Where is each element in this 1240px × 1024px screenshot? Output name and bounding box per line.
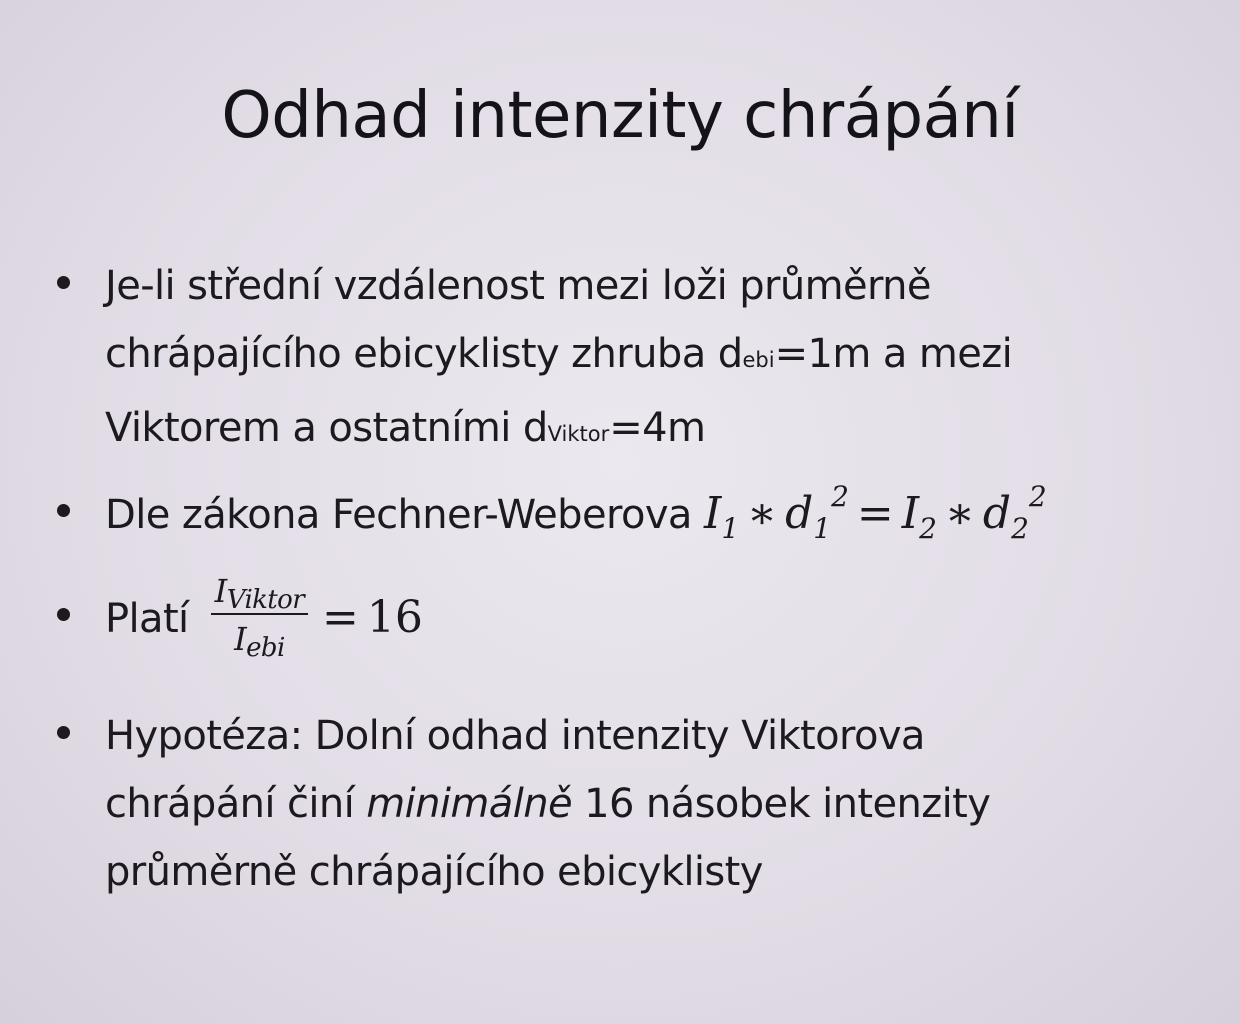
formula-var: d [982, 488, 1012, 539]
bullet-text: Dle zákona Fechner-Weberova [105, 492, 692, 538]
formula-index: 1 [721, 512, 740, 545]
formula-var: I [703, 488, 722, 539]
subscript-ebi: ebi [742, 348, 775, 372]
formula-operator: = [322, 592, 359, 643]
bullet-item-hypothesis [105, 702, 1165, 906]
bullet-item-law [105, 480, 1165, 549]
bullet-dot-icon [57, 726, 70, 739]
emphasis-text: minimálně [366, 781, 572, 827]
formula-operator: ∗ [747, 488, 778, 539]
ratio-result [314, 592, 423, 643]
formula-var: I [214, 572, 227, 610]
formula-var: d [785, 488, 814, 539]
ratio-value: 16 [366, 592, 423, 643]
bullet-item-distances [105, 252, 1165, 468]
fraction-numerator [211, 572, 308, 615]
formula-exponent: 2 [1028, 480, 1047, 513]
slide-title: Odhad intenzity chrápání [221, 79, 1019, 153]
bullet-item-ratio [105, 572, 1165, 663]
bullet-text-line: chrápání činí [105, 781, 367, 827]
bullet-text-line: =4m [609, 405, 706, 451]
formula-var: I [901, 488, 920, 539]
bullet-text-line: Hypotéza: Dolní odhad intenzity Viktorova [105, 713, 925, 759]
bullet-text-line: Je-li střední vzdálenost mezi loži průměrně [105, 263, 931, 309]
bullet-text-line: Viktorem a ostatními d [105, 405, 548, 451]
bullet-dot-icon [57, 276, 70, 289]
bullet-text-line: 16 násobek intenzity [571, 781, 991, 827]
bullet-dot-icon [57, 608, 70, 621]
subscript-viktor: Viktor [547, 422, 610, 446]
ratio-fraction [211, 572, 308, 663]
formula-index: Viktor [226, 585, 305, 615]
bullet-text-line: průměrně chrápajícího ebicyklisty [105, 849, 763, 895]
bullet-dot-icon [57, 504, 70, 517]
formula-exponent: 2 [831, 480, 849, 513]
bullet-text: Platí [105, 596, 189, 642]
bullet-text-line: chrápajícího ebicyklisty zhruba d [105, 331, 743, 377]
bullet-text-line: =1m a mezi [774, 331, 1013, 377]
formula-operator: = [856, 488, 894, 539]
formula-operator: ∗ [944, 488, 975, 539]
formula-index: ebi [246, 633, 285, 663]
formula-index: 1 [813, 512, 832, 545]
formula-fechner-weber [703, 480, 1047, 545]
formula-index: 2 [919, 512, 937, 545]
fraction-denominator [211, 615, 308, 663]
formula-var: I [234, 620, 247, 658]
formula-index: 2 [1011, 512, 1029, 545]
